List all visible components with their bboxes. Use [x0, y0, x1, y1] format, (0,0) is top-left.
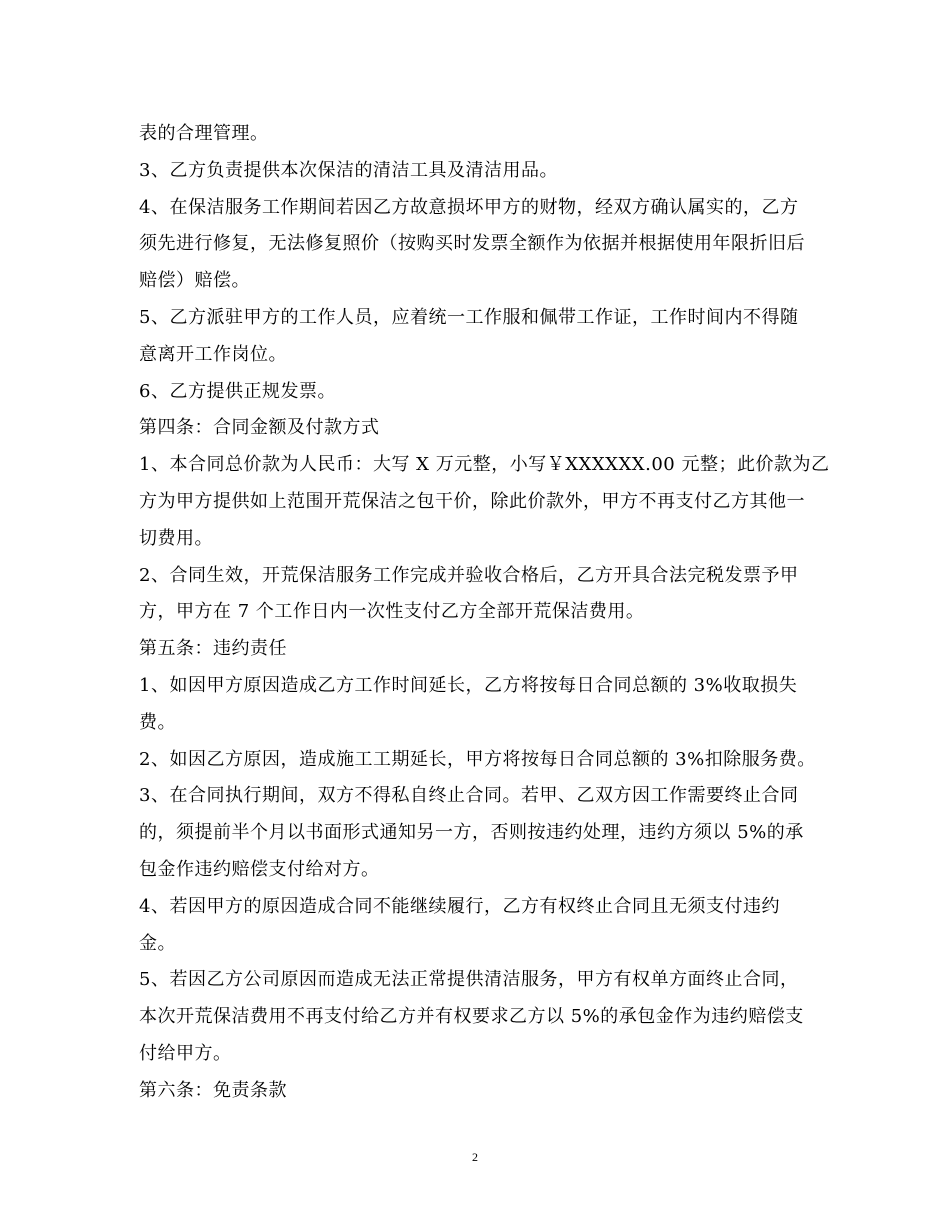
paragraph [139, 190, 819, 300]
paragraph [139, 962, 819, 1072]
paragraph-line: 1、如因甲方原因造成乙方工作时间延长，乙方将按每日合同总额的 3%收取损失 [139, 674, 798, 696]
paragraph [139, 668, 819, 742]
paragraph [139, 300, 819, 374]
paragraph-line: 本次开荒保洁费用不再支付给乙方并有权要求乙方以 5%的承包金作为违约赔偿支 [139, 1006, 804, 1028]
paragraph-line: 方为甲方提供如上范围开荒保洁之包干价，除此价款外，甲方不再支付乙方其他一 [139, 490, 805, 512]
paragraph [139, 153, 819, 190]
paragraph [139, 558, 819, 632]
paragraph-line: 4、在保洁服务工作期间若因乙方故意损坏甲方的财物，经双方确认属实的，乙方 [139, 196, 799, 218]
paragraph-line: 2、如因乙方原因，造成施工工期延长，甲方将按每日合同总额的 3%扣除服务费。 [139, 748, 816, 770]
paragraph [139, 631, 819, 668]
paragraph-line: 5、若因乙方公司原因而造成无法正常提供清洁服务，甲方有权单方面终止合同， [139, 969, 799, 991]
paragraph [139, 1073, 819, 1110]
paragraph-line: 1、本合同总价款为人民币：大写 X 万元整，小写￥XXXXXX.00 元整；此价款为乙 [139, 454, 830, 476]
paragraph-line: 的，须提前半个月以书面形式通知另一方，否则按违约处理，违约方须以 5%的承 [139, 822, 804, 844]
paragraph-line: 表的合理管理。 [139, 123, 269, 144]
paragraph-line: 赔偿）赔偿。 [139, 270, 250, 292]
paragraph-line: 金。 [139, 932, 176, 954]
paragraph-line: 方，甲方在 7 个工作日内一次性支付乙方全部开荒保洁费用。 [139, 601, 645, 623]
paragraph-line: 须先进行修复，无法修复照价（按购买时发票全额作为依据并根据使用年限折旧后 [139, 233, 805, 255]
paragraph [139, 889, 819, 963]
document-body [139, 116, 830, 1110]
paragraph [139, 116, 819, 153]
paragraph-line: 3、在合同执行期间，双方不得私自终止合同。若甲、乙双方因工作需要终止合同 [139, 785, 799, 807]
paragraph [139, 447, 830, 557]
page-number: 2 [472, 1150, 478, 1164]
paragraph-line: 第六条：免责条款 [139, 1079, 287, 1101]
paragraph-line: 费。 [139, 711, 176, 733]
paragraph-line: 意离开工作岗位。 [139, 343, 287, 365]
paragraph-line: 5、乙方派驻甲方的工作人员，应着统一工作服和佩带工作证，工作时间内不得随 [139, 306, 799, 328]
paragraph [139, 410, 819, 447]
paragraph-line: 3、乙方负责提供本次保洁的清洁工具及清洁用品。 [139, 159, 558, 181]
paragraph-line: 切费用。 [139, 527, 213, 549]
paragraph-line: 第四条：合同金额及付款方式 [139, 417, 380, 439]
paragraph [139, 742, 819, 779]
paragraph-line: 6、乙方提供正规发票。 [139, 380, 336, 402]
paragraph-line: 2、合同生效，开荒保洁服务工作完成并验收合格后，乙方开具合法完税发票予甲 [139, 564, 799, 586]
paragraph-line: 包金作违约赔偿支付给对方。 [139, 858, 380, 880]
paragraph-line: 第五条：违约责任 [139, 638, 287, 660]
paragraph [139, 374, 819, 411]
paragraph [139, 778, 819, 888]
paragraph-line: 4、若因甲方的原因造成合同不能继续履行，乙方有权终止合同且无须支付违约 [139, 895, 780, 917]
paragraph-line: 付给甲方。 [139, 1042, 232, 1064]
